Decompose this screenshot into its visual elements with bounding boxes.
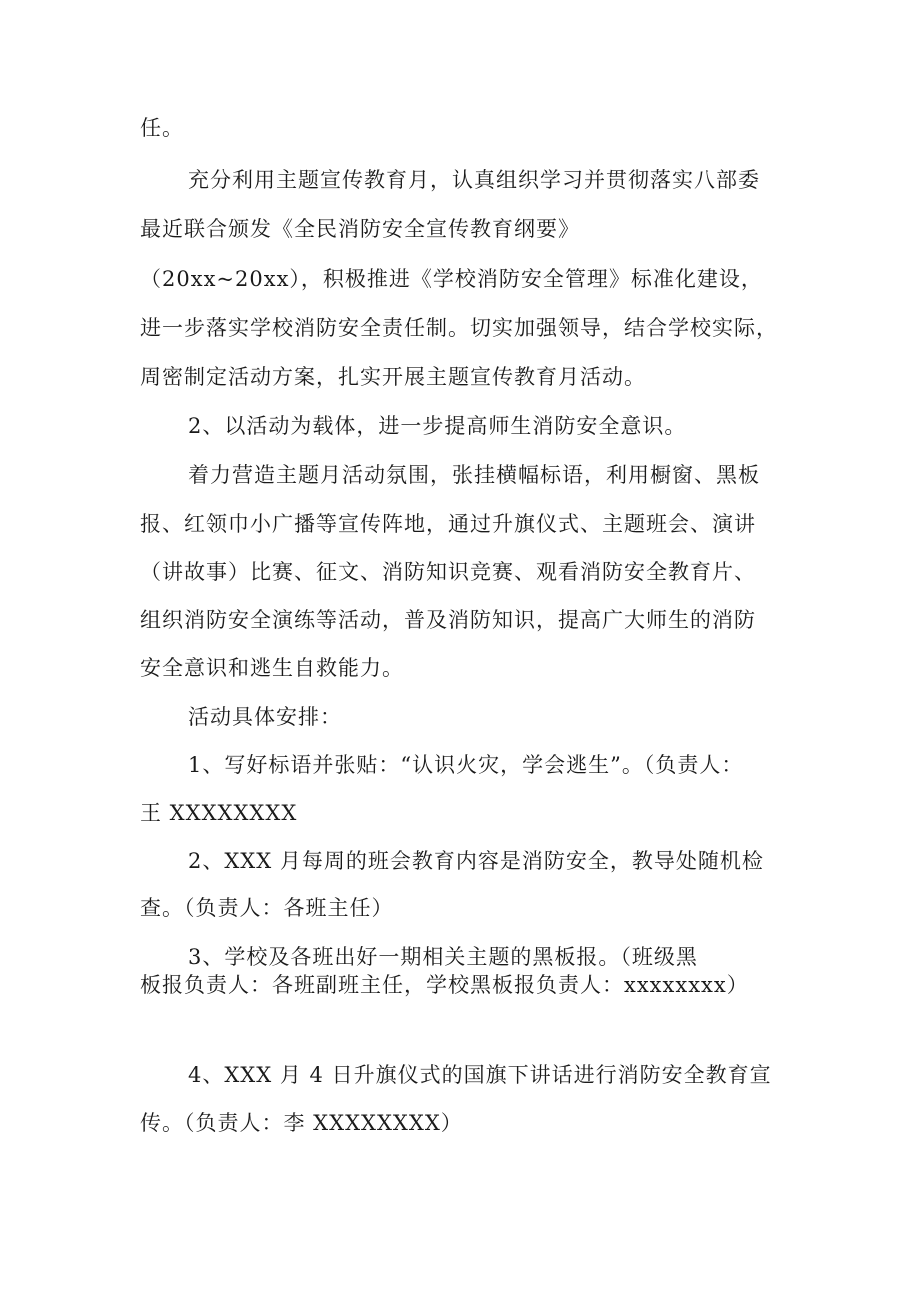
text-line: 组织消防安全演练等活动，普及消防知识，提高广大师生的消防 — [140, 608, 756, 632]
text-line: （20xx~20xx），积极推进《学校消防安全管理》标准化建设， — [140, 267, 763, 291]
text-line: 最近联合颁发《全民消防安全宣传教育纲要》 — [140, 217, 580, 241]
text-line: 报、红领巾小广播等宣传阵地，通过升旗仪式、主题班会、演讲 — [140, 512, 756, 536]
text-line: 2、以活动为载体，进一步提高师生消防安全意识。 — [188, 414, 687, 438]
text-line: 着力营造主题月活动氛围，张挂横幅标语，利用橱窗、黑板 — [188, 463, 760, 487]
text-line: 1、写好标语并张贴：“认识火灾，学会逃生”。（负责人： — [188, 753, 744, 777]
text-line: 3、学校及各班出好一期相关主题的黑板报。（班级黑 — [188, 945, 698, 969]
text-line: 任。 — [140, 116, 184, 140]
text-line: 王 XXXXXXXX — [140, 801, 298, 825]
text-line: 活动具体安排： — [188, 705, 342, 729]
text-line: 2、XXX 月每周的班会教育内容是消防安全，教导处随机检 — [188, 849, 764, 873]
text-line: 进一步落实学校消防安全责任制。切实加强领导，结合学校实际， — [140, 316, 778, 340]
text-line: 板报负责人：各班副班主任，学校黑板报负责人：xxxxxxxx） — [140, 973, 749, 997]
text-line: 安全意识和逃生自救能力。 — [140, 656, 404, 680]
text-line: 周密制定活动方案，扎实开展主题宣传教育月活动。 — [140, 365, 646, 389]
text-line: （讲故事）比赛、征文、消防知识竞赛、观看消防安全教育片、 — [140, 560, 756, 584]
text-line: 查。（负责人：各班主任） — [140, 896, 394, 920]
text-line: 4、XXX 月 4 日升旗仪式的国旗下讲话进行消防安全教育宣 — [188, 1063, 772, 1087]
text-line: 充分利用主题宣传教育月，认真组织学习并贯彻落实八部委 — [188, 168, 760, 192]
text-line: 传。（负责人：李 XXXXXXXX） — [140, 1111, 463, 1135]
